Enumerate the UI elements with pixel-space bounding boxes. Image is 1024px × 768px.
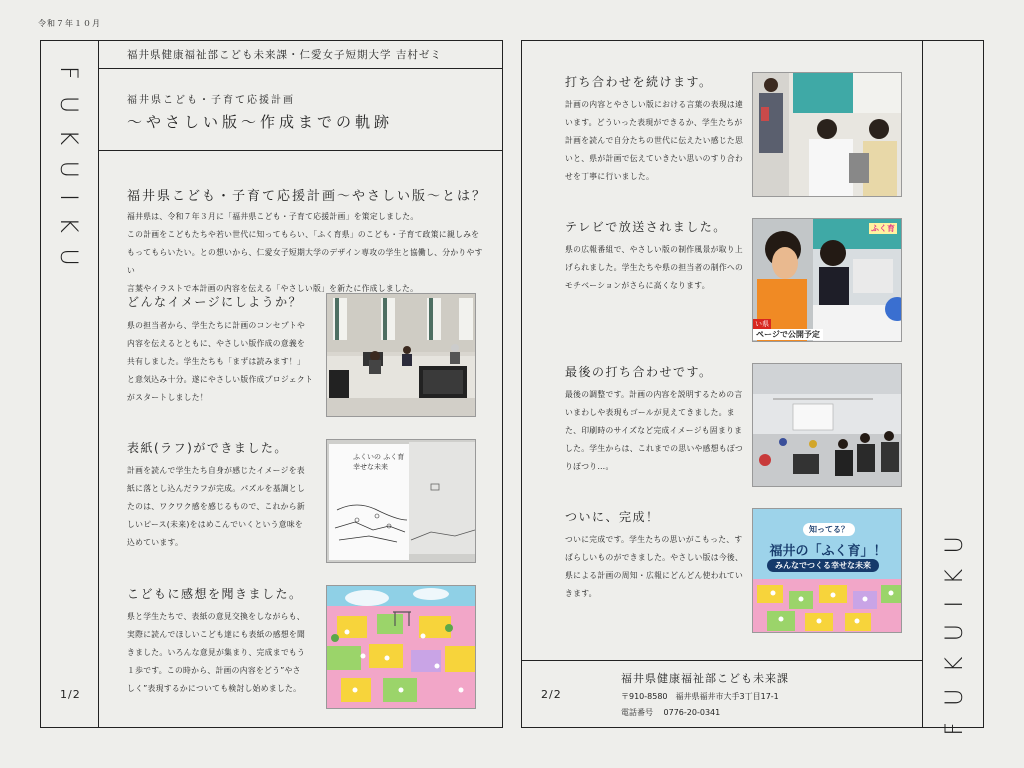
section-title: 表紙(ラフ)ができました。 — [127, 441, 288, 455]
section-title: どんなイメージにしようか？ — [127, 295, 303, 309]
page-2-side-divider — [922, 40, 923, 728]
cover-line-3: みんなでつくる幸せな未来 — [767, 559, 879, 572]
page-header: 福井県健康福祉部こども未来課・仁愛女子短期大学 吉村ゼミ — [127, 49, 442, 61]
page-subtitle: 〜やさしい版〜作成までの軌跡 — [127, 113, 394, 131]
section-title: テレビで放送されました。 — [565, 220, 727, 234]
side-title-right: FUKUIKU — [940, 520, 968, 736]
tv-logo: ふく育 — [871, 224, 895, 233]
tv-caption: ページで公開予定 — [753, 329, 823, 340]
header-divider — [98, 68, 503, 69]
section-text: 県の広報番組で、やさしい版の制作風景が取り上 げられました。学生たちや県の担当者の制作への モチベーションがさらに高くなります。 — [565, 245, 744, 290]
meeting-discussion-photo — [752, 72, 902, 197]
section-title: 打ち合わせを続けます。 — [565, 75, 713, 89]
tv-broadcast-screenshot — [752, 218, 902, 342]
section-text: 県と学生たちで、表紙の意見交換をしながらも、 実際に読んでほしいこども達にも表紙の感想を聞 きました。いろんな意見が集まり、完成までもう １歩です。この時から、計画の内容をどう”やさ しく”表現するかについても検討し始めました。 — [127, 612, 306, 693]
footer-divider — [521, 660, 922, 661]
puzzle-illustration — [326, 585, 476, 709]
subtitle-divider — [98, 150, 503, 151]
section-text: 計画を読んで学生たち自身が感じたイメージを表 紙に落とし込んだラフが完成。パズルを基調とし たのは、ワクワク感を感じるもので、これから新 しいピース(未来)をはめこんでいくという意味を 込めています。 — [127, 466, 306, 547]
final-meeting-photo — [752, 363, 902, 487]
cover-line-1: 知ってる？ — [803, 523, 855, 536]
sketch-handwriting: ふくいの ふく育 幸せな未来 — [353, 453, 405, 471]
intro-text: 福井県は、令和７年３月に「福井県こども・子育て応援計画」を策定しました。 この計画をこどもたちや若い世代に知ってもらい、「ふく育県」のこども・子育て政策に親しみを もってもらいたい。との想いから、仁愛女子短期大学のデザイン専攻の学生と協働し、分かりやすい 言葉やイラストで本計画の内容を伝える「やさしい版」を新たに作成しました。 — [127, 212, 483, 293]
section-text: ついに完成です。学生たちの思いがこもった、す ばらしいものができました。やさしい版は今後、 県による計画の周知・広報にどんどん使われてい きます。 — [565, 535, 744, 598]
intro-title: 福井県こども・子育て応援計画〜やさしい版〜とは？ — [127, 189, 488, 204]
section-text: 計画の内容とやさしい版における言葉の表現は違 います。どういった表現ができるか、学生たちが 計画を読んで自分たちの世代に伝えたい感じた思 いと、県が計画で伝えていきたい思いのすり合わ せを丁寧に行いました。 — [565, 100, 744, 181]
footer-address: 〒910-8580 福井県福井市大手3丁目17-1 — [621, 692, 779, 701]
footer-org: 福井県健康福祉部こども未来課 — [621, 672, 789, 685]
cover-line-2: 福井の「ふく育」！ — [769, 544, 887, 559]
plan-name: 福井県こども・子育て応援計画 — [127, 95, 295, 106]
meeting-classroom-photo — [326, 293, 476, 417]
cover-rough-sketch-photo — [326, 439, 476, 563]
page-number-1: 1/2 — [60, 688, 81, 701]
page-1-side-divider — [98, 40, 99, 728]
section-text: 最後の調整です。計画の内容を説明するための言 いまわしや表現もゴールが見えてきました。ま た、印刷時のサイズなど完成イメージも固まりま した。学生からは、これまでの思いや感想もぽつ りぽつり…。 — [565, 390, 744, 471]
section-title: こどもに感想を聞きました。 — [127, 587, 303, 601]
tv-badge: い県 — [755, 320, 769, 328]
section-text: 県の担当者から、学生たちに計画のコンセプトや 内容を伝えるとともに、やさしい版作成の意義を 共有しました。学生たちも「まずは読みます！」 と意気込み十分。遂にやさしい版作成プロジェクト がスタートしました！ — [127, 321, 314, 402]
section-title: 最後の打ち合わせです。 — [565, 365, 713, 379]
page-number-2: 2/2 — [541, 688, 562, 701]
footer-phone: 電話番号 0776-20-0341 — [621, 708, 721, 717]
side-title-left: FUKUIKU — [55, 66, 83, 282]
section-title: ついに、完成！ — [565, 510, 660, 524]
completed-cover-image — [752, 508, 902, 633]
issue-date: 令和７年１０月 — [38, 19, 101, 28]
